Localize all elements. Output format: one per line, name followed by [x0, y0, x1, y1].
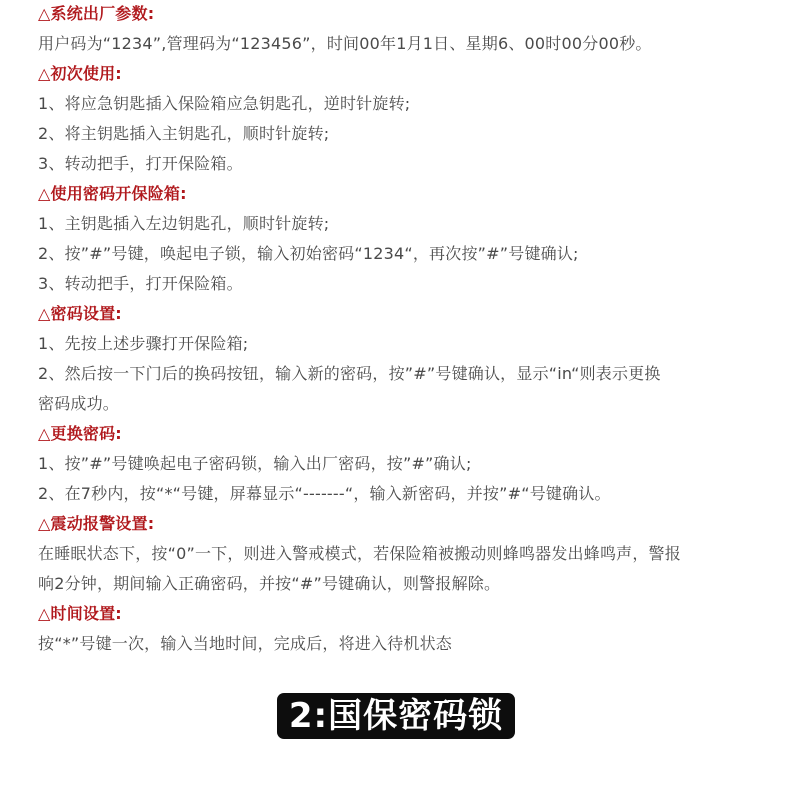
- vibration-alarm-line-2: 响2分钟，期间输入正确密码，并按“#”号键确认，则警报解除。: [38, 574, 501, 593]
- password-setup-line-3: 密码成功。: [38, 394, 120, 413]
- password-setup-line-2: 2、然后按一下门后的换码按钮，输入新的密码，按”#”号键确认，显示“in“则表示更换: [38, 364, 661, 383]
- factory-settings-line-1: 用户码为“1234”,管理码为“123456”，时间00年1月1日、星期6、00时00分00秒。: [38, 34, 652, 53]
- open-with-password-line-3: 3、转动把手，打开保险箱。: [38, 274, 243, 293]
- time-setup-line-1: 按“*”号键一次，输入当地时间，完成后，将进入待机状态: [38, 634, 452, 653]
- section-title-change-password: △更换密码:: [38, 424, 122, 443]
- first-use-line-1: 1、将应急钥匙插入保险箱应急钥匙孔，逆时针旋转;: [38, 94, 411, 113]
- section-title-open-with-password: △使用密码开保险箱:: [38, 184, 187, 203]
- section-title-vibration-alarm: △震动报警设置:: [38, 514, 155, 533]
- change-password-line-2: 2、在7秒内，按“*“号键，屏幕显示“-------“，输入新密码，并按”#“号键确认。: [38, 484, 611, 503]
- open-with-password-line-1: 1、主钥匙插入左边钥匙孔，顺时针旋转;: [38, 214, 330, 233]
- product-banner: 2:国保密码锁: [277, 693, 515, 739]
- open-with-password-line-2: 2、按”#”号键，唤起电子锁，输入初始密码“1234“，再次按”#”号键确认;: [38, 244, 579, 263]
- section-title-password-setup: △密码设置:: [38, 304, 122, 323]
- section-title-factory-settings: △系统出厂参数:: [38, 4, 155, 23]
- first-use-line-3: 3、转动把手，打开保险箱。: [38, 154, 243, 173]
- section-title-time-setup: △时间设置:: [38, 604, 122, 623]
- password-setup-line-1: 1、先按上述步骤打开保险箱;: [38, 334, 249, 353]
- first-use-line-2: 2、将主钥匙插入主钥匙孔，顺时针旋转;: [38, 124, 330, 143]
- change-password-line-1: 1、按”#”号键唤起电子密码锁，输入出厂密码，按”#”确认;: [38, 454, 472, 473]
- vibration-alarm-line-1: 在睡眠状态下，按“0”一下，则进入警戒模式，若保险箱被搬动则蜂鸣器发出蜂鸣声，警报: [38, 544, 681, 563]
- section-title-first-use: △初次使用:: [38, 64, 122, 83]
